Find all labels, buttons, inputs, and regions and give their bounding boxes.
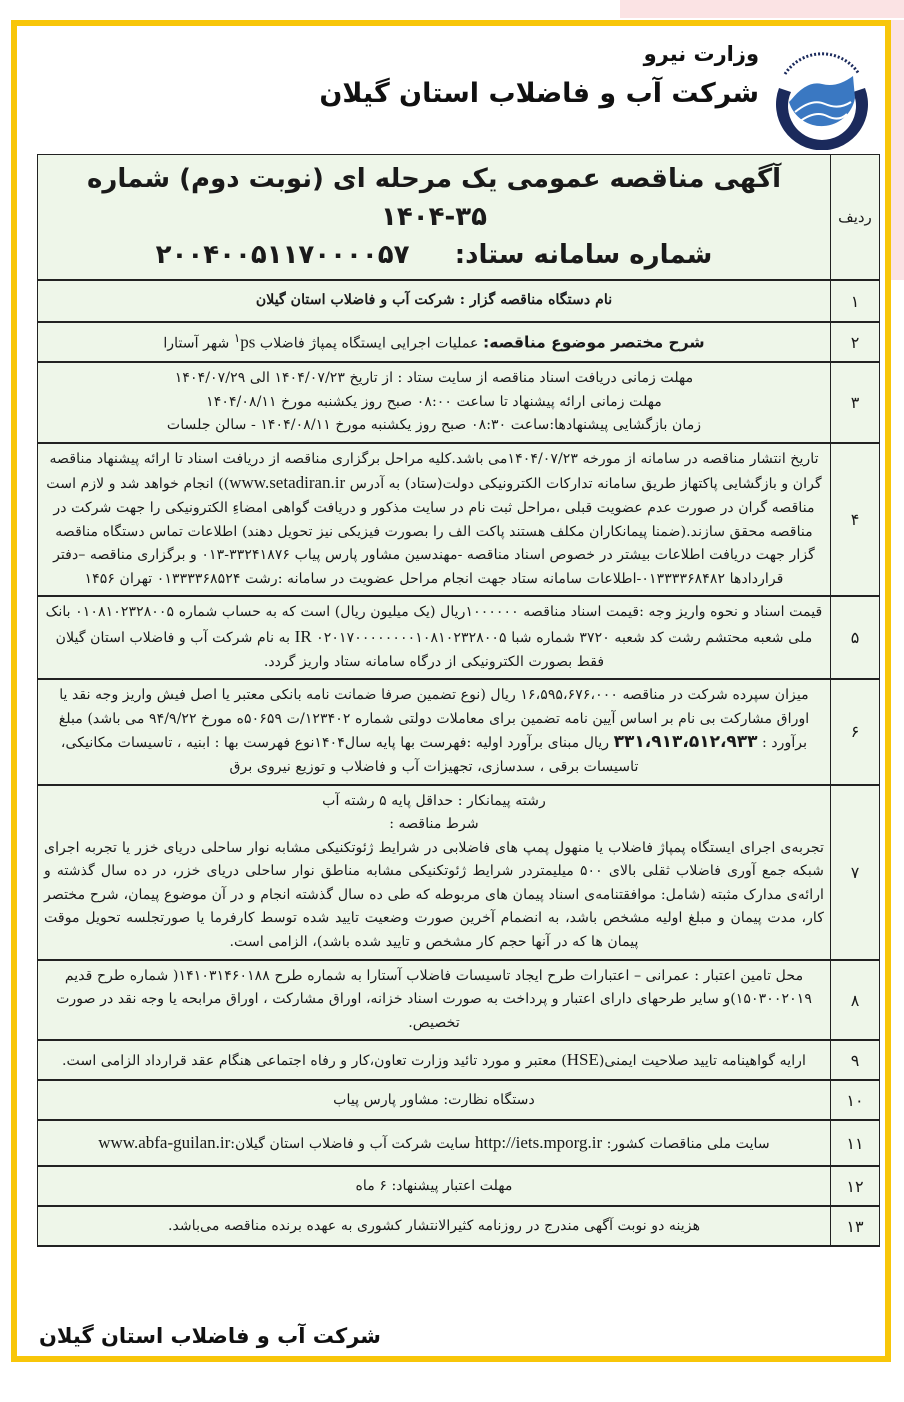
table-row: [38, 322, 880, 362]
title-line-2: [44, 236, 824, 274]
row-number: ۱۳: [831, 1206, 880, 1246]
row-number: ۳: [831, 362, 880, 443]
tender-condition-label: شرط مناقصه :: [389, 816, 479, 833]
row-number: ۱: [831, 280, 880, 322]
subject-ps: ps: [240, 333, 256, 353]
row-text: [38, 596, 831, 679]
table-row: [38, 1206, 880, 1246]
row-text: نام دستگاه مناقصه گزار : شرکت آب و فاضلاب استان گیلان: [38, 280, 831, 322]
hse-label: HSE: [566, 1049, 599, 1069]
table-row: [38, 960, 880, 1041]
subject-text-end: شهر آستارا: [163, 336, 234, 353]
row-number: ۵: [831, 596, 880, 679]
setadiran-link[interactable]: www.setadiran.ir: [229, 473, 346, 493]
table-row: [38, 785, 880, 960]
iets-link[interactable]: http://iets.mporg.ir: [474, 1132, 603, 1152]
subject-sup: ۱: [233, 331, 241, 346]
row-text: [38, 362, 831, 443]
table-row: [38, 1080, 880, 1120]
title-line-1: آگهی مناقصه عمومی یک مرحله ای (نوبت دوم) شماره ۳۵-۱۴۰۴: [87, 164, 781, 232]
background-decoration: [890, 20, 904, 280]
hse-text-b: ) معتبر و مورد تائید وزارت تعاون،کار و رفاه اجتماعی هنگام عقد قرارداد الزامی است.: [62, 1052, 567, 1069]
row-text: مهلت اعتبار پیشنهاد: ۶ ماه: [38, 1166, 831, 1206]
table-row: [38, 679, 880, 784]
document-deadline: مهلت زمانی دریافت اسناد مناقصه از سایت ستاد : از تاریخ ۱۴۰۴/۰۷/۲۳ الی ۱۴۰۴/۰۷/۲۹: [174, 370, 694, 386]
footer-company-name: شرکت آب و فاضلاب استان گیلان: [39, 1324, 381, 1348]
row-number: ۹: [831, 1040, 880, 1080]
water-waves-logo-icon: [767, 40, 877, 150]
table-title-row: [38, 155, 880, 281]
row-number-header: ردیف: [831, 155, 880, 281]
iban-prefix: IR: [294, 626, 312, 646]
notice-frame: [11, 20, 891, 1362]
tender-condition-text: تجربه‌ی اجرای ایستگاه پمپاژ فاضلاب یا منهول پمپ های فاضلابی در شرایط ژئوتکنیکی مشابه نوار ساحلی دریای خزر یا تجربه اجرای شبکه جمع آوری فاضلاب ثقلی بالای ۵۰۰ میلیمتردر شرایط ژئوتکنیکی مشابه مناطق نوار ساحلی دریای خزر، در ده سال گذشته و ارائه‌ی مدارک مثبته (شامل: موافقتنامه‌ی اسناد پیمان های مربوطه که طی ده سال گذشته انجام و در آن موضوع پیمان، شرح مختصر کار، مدت پیمان و مبلغ اولیه مشخص باشد، به انضمام آخرین صورت وضعیت تایید شده توسط کارفرما یا صورتجلسه تحویل موقت پیمان ها که در آنها حجم کار مشخص و تایید شده باشد)، الزامی است.: [44, 839, 825, 951]
estimate-basis-text: ریال مبنای برآورد اولیه :فهرست بها پایه سال۱۴۰۴نوع فهرست بها : ابنیه ، تاسیسات مکانیکی، تاسیسات برقی ، سدسازی، تجهیزات آب و فاضلاب و توزیع نیروی برق: [60, 735, 639, 775]
document-price-text: قیمت اسناد و نحوه واریز وجه :قیمت اسناد مناقصه ۱۰۰۰۰۰۰ریال (یک میلیون ریال) است که به حساب شماره ۰۱۰۸۱۰۲۳۲۸۰۰۵ بانک ملی شعبه محتشم رشت کد شعبه ۳۷۲۰ شماره شبا ۰۲۰۱۷۰۰۰۰۰۰۰۰۱۰۸۱۰۲۳۲۸۰۰۵: [45, 604, 823, 646]
company-site-label: سایت شرکت آب و فاضلاب استان گیلان:: [230, 1135, 475, 1152]
proposal-deadline: مهلت زمانی ارائه پیشنهاد تا ساعت ۰۸:۰۰ صبح روز یکشنبه مورخ ۱۴۰۴/۰۸/۱۱: [206, 393, 662, 410]
tender-title: [38, 155, 831, 281]
table-row: [38, 362, 880, 443]
table-row: [38, 1120, 880, 1166]
national-tender-site-label: سایت ملی مناقصات کشور:: [602, 1135, 770, 1152]
row-text: محل تامین اعتبار : عمرانی – اعتبارات طرح ایجاد تاسیسات فاضلاب آستارا به شماره طرح ۱۴۱۰۳۱۴۶۰۱۸۸( شماره طرح قدیم ۱۵۰۳۰۰۲۰۱۹)و سایر طرحهای دارای اعتبار و پرداخت به صورت اسناد خزانه، اوراق مشارکت ، اوراق مرابحه یا وجه نقد در صورت تخصیص.: [38, 960, 831, 1041]
contractor-grade: رشته پیمانکار : حداقل پایه ۵ رشته آب: [322, 792, 546, 809]
subject-label: شرح مختصر موضوع مناقصه:: [483, 334, 705, 353]
background-decoration: [620, 0, 904, 18]
row-number: ۱۱: [831, 1120, 880, 1166]
deposit-text: میزان سپرده شرکت در مناقصه ۱۶،۵۹۵،۶۷۶،۰۰۰ ریال (نوع تضمین صرفا ضمانت نامه بانکی معتبر یا اصل فیش واریز وجه نقد یا اوراق مشارکت بی نام بر اساس آیین نامه تضمین برای معاملات دولتی شماره ۱۲۳۴۰۲/ت ۵۰۶۵۹ه مورخ ۹۴/۹/۲۲ می باشد) مبلغ برآورد :: [58, 687, 810, 752]
row-number: ۸: [831, 960, 880, 1041]
company-name: شرکت آب و فاضلاب استان گیلان: [319, 78, 759, 109]
row-text: [38, 1120, 831, 1166]
row-text: [38, 322, 831, 362]
row-text: [38, 443, 831, 597]
row-number: ۶: [831, 679, 880, 784]
payment-text: به نام شرکت آب و فاضلاب استان گیلان فقط بصورت الکترونیکی از درگاه سامانه ستاد واریز گردد.: [55, 629, 605, 670]
ministry-name: وزارت نیرو: [643, 42, 759, 66]
table-row: [38, 596, 880, 679]
table-row: [38, 280, 880, 322]
contact-text: )) انجام خواهد شد و لازم است مناقصه گران در صورت عدم عضویت قبلی ،مراحل ثبت نام در سایت مذکور و دریافت گواهی امضاءِ الکترونیکی را جهت شرکت در مناقصه محقق سازند.(ضمنا پیمانکاران مکلف هستند پاکت الف را بصورت فیزیکی نیز تحویل دهند) اطلاعات تماس دستگاه مناقصه گزار جهت دریافت اطلاعات بیشتر در خصوص اسناد مناقصه -مهندسین مشاور پارس پیاب ۳۳۲۴۱۸۷۶-۰۱۳ و برگزاری مناقصه –دفتر قراردادها ۰۱۳۳۳۳۶۸۴۸۲-اطلاعات سامانه ستاد جهت انجام مراحل عضویت در سامانه :رشت ۰۱۳۳۳۳۶۸۵۲۴ تهران ۱۴۵۶: [46, 476, 815, 587]
setad-number-value: ۲۰۰۴۰۰۵۱۱۷۰۰۰۰۵۷: [155, 240, 410, 270]
row-text: [38, 785, 831, 960]
hse-text-a: ارایه گواهینامه تایید صلاحیت ایمنی(: [598, 1052, 806, 1069]
row-number: ۷: [831, 785, 880, 960]
setad-number-label: شماره سامانه ستاد:: [454, 240, 713, 270]
header: [17, 26, 885, 151]
publication-text: تاریخ انتشار مناقصه در سامانه از مورخه ۱۴۰۴/۰۷/۲۳می باشد.کلیه مراحل برگزاری مناقصه از دریافت اسناد تا ارائه پیشنهاد مناقصه گران و بازگشایی پاکتهاز طریق سامانه تدارکات الکترونیکی دولت(ستاد) به آدرس: [49, 450, 822, 493]
abfa-guilan-link[interactable]: www.abfa-guilan.ir: [98, 1132, 231, 1152]
row-number: ۴: [831, 443, 880, 597]
subject-text: عملیات اجرایی ایستگاه پمپاژ فاضلاب: [255, 336, 483, 353]
row-text: [38, 679, 831, 784]
tender-table: [37, 154, 880, 1247]
row-number: ۱۲: [831, 1166, 880, 1206]
row-number: ۲: [831, 322, 880, 362]
table-row: [38, 1040, 880, 1080]
opening-time: زمان بازگشایی پیشنهادها:ساعت ۰۸:۳۰ صبح روز یکشنبه مورخ ۱۴۰۴/۰۸/۱۱ - سالن جلسات: [166, 417, 702, 434]
row-text: دستگاه نظارت: مشاور پارس پیاب: [38, 1080, 831, 1120]
table-row: [38, 1166, 880, 1206]
row-text: هزینه دو نوبت آگهی مندرج در روزنامه کثیرالانتشار کشوری به عهده برنده مناقصه می‌باشد.: [38, 1206, 831, 1246]
table-row: [38, 443, 880, 597]
estimate-amount: ۳۳۱،۹۱۳،۵۱۲،۹۳۳: [613, 732, 758, 753]
row-number: ۱۰: [831, 1080, 880, 1120]
row-text: [38, 1040, 831, 1080]
